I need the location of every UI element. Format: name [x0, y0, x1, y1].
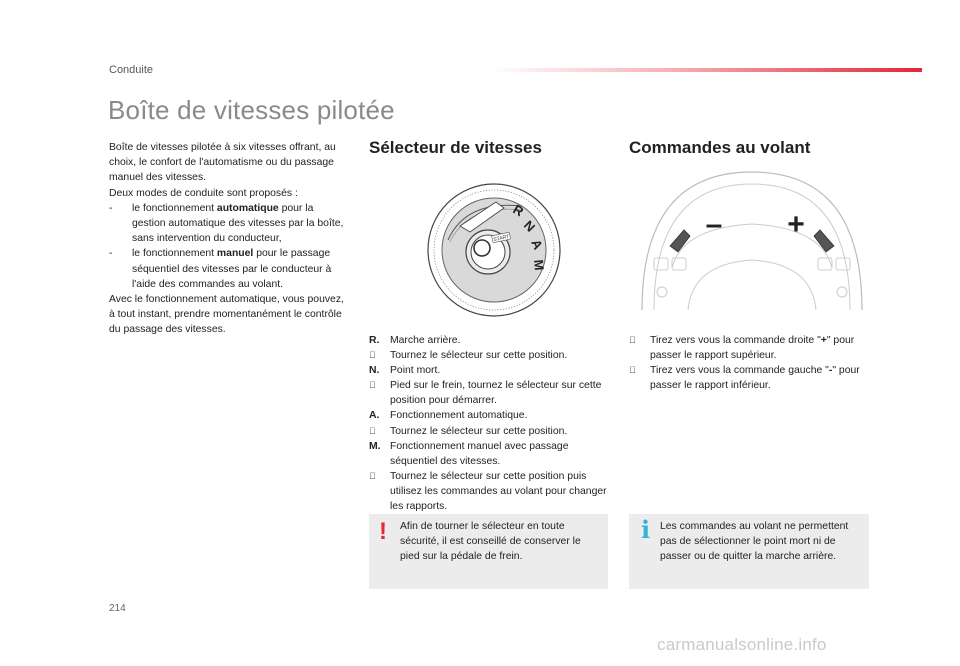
gear-selector-illustration [418, 180, 570, 320]
bullet-icon [369, 469, 390, 514]
paddle-symbol: - [828, 365, 833, 377]
selector-list-text: Fonctionnement automatique. [390, 410, 528, 422]
selector-list-item [369, 469, 609, 514]
dial-letter-r: R [510, 201, 527, 220]
selector-list-text: Tournez le sélecteur sur cette position. [390, 425, 568, 437]
selector-list-item [369, 424, 609, 439]
bullet-icon [369, 348, 390, 363]
selector-list-item [369, 408, 609, 423]
wheel-list-text: Tirez vers vous la commande droite "+" pour passer le rapport supérieur. [650, 335, 855, 362]
wheel-list-text: Tirez vers vous la commande gauche "-" pour passer le rapport inférieur. [650, 365, 860, 392]
selector-list-text: Pied sur le frein, tournez le sélecteur sur cette position pour démarrer. [390, 380, 602, 407]
selector-list-item [369, 348, 609, 363]
bold-manuel: manuel [216, 248, 254, 260]
selector-list-item [369, 363, 609, 378]
warning-icon: ! [379, 518, 387, 545]
bullet-icon [369, 424, 390, 439]
steering-wheel-illustration [632, 168, 872, 310]
warning-note-text: Afin de tourner le sélecteur en toute sécurité, il est conseillé de conserver le pied sur la pédale de frein. [400, 521, 581, 563]
warning-note [369, 514, 608, 589]
dial-letter-n: N [520, 217, 539, 235]
paddle-symbol: + [820, 335, 827, 346]
minus-label: – [705, 208, 723, 241]
position-key: N. [369, 365, 380, 377]
dash-marker: - [109, 202, 113, 214]
dash-marker: - [109, 248, 113, 260]
bullet-icon [629, 333, 650, 363]
intro-paragraph-3: Avec le fonctionnement automatique, vous pouvez, à tout instant, prendre momentanément le contrôle du passage des vitesses. [109, 294, 344, 336]
info-note-text: Les commandes au volant ne permettent pas de sélectionner le point mort ni de passer ou de quitter la marche arrière. [660, 521, 849, 563]
intro-list-item: - le fonctionnement manuel pour le passage séquentiel des vitesses par le conducteur à l'aide des commandes au volant. [109, 246, 349, 292]
selector-heading: Sélecteur de vitesses [369, 138, 542, 157]
selector-list-item [369, 333, 609, 348]
dial-letter-m: M [531, 258, 547, 272]
header-rule [490, 68, 922, 72]
selector-list-text: Tournez le sélecteur sur cette position puis utilisez les commandes au volant pour changer les rapports. [390, 470, 607, 513]
page-number: 214 [109, 603, 126, 614]
position-key: M. [369, 440, 381, 452]
intro-paragraph-2: Deux modes de conduite sont proposés : [109, 187, 298, 199]
wheel-list [629, 333, 864, 393]
selector-list-item [369, 439, 609, 469]
plus-label: + [787, 208, 805, 241]
selector-list [369, 333, 609, 514]
selector-list-text: Tournez le sélecteur sur cette position. [390, 350, 568, 362]
position-key: A. [369, 410, 380, 422]
bullet-icon [369, 378, 390, 408]
page-title: Boîte de vitesses pilotée [108, 95, 395, 125]
wheel-list-item [629, 333, 864, 363]
watermark: carmanualsonline.info [657, 635, 827, 654]
position-key: R. [369, 335, 380, 346]
wheel-heading: Commandes au volant [629, 138, 811, 157]
selector-list-text: Point mort. [390, 365, 441, 377]
intro-list-item: - le fonctionnement automatique pour la gestion automatique des vitesses par la boîte, sans intervention du conducteur, [109, 201, 349, 247]
bold-automatique: automatique [216, 202, 279, 214]
bullet-icon [629, 363, 650, 393]
info-icon: i [641, 515, 651, 544]
info-note [629, 514, 869, 589]
selector-list-item [369, 378, 609, 408]
dial-letter-a: A [528, 236, 546, 252]
selector-list-text: Marche arrière. [390, 335, 461, 346]
selector-list-text: Fonctionnement manuel avec passage séquentiel des vitesses. [390, 440, 569, 467]
intro-paragraph-1: Boîte de vitesses pilotée à six vitesses offrant, au choix, le confort de l'automatisme ou du passage manuel des vitesses. [109, 142, 336, 184]
start-label: START [492, 233, 510, 244]
section-label: Conduite [109, 64, 154, 76]
intro-text [109, 140, 349, 338]
wheel-list-item [629, 363, 864, 393]
